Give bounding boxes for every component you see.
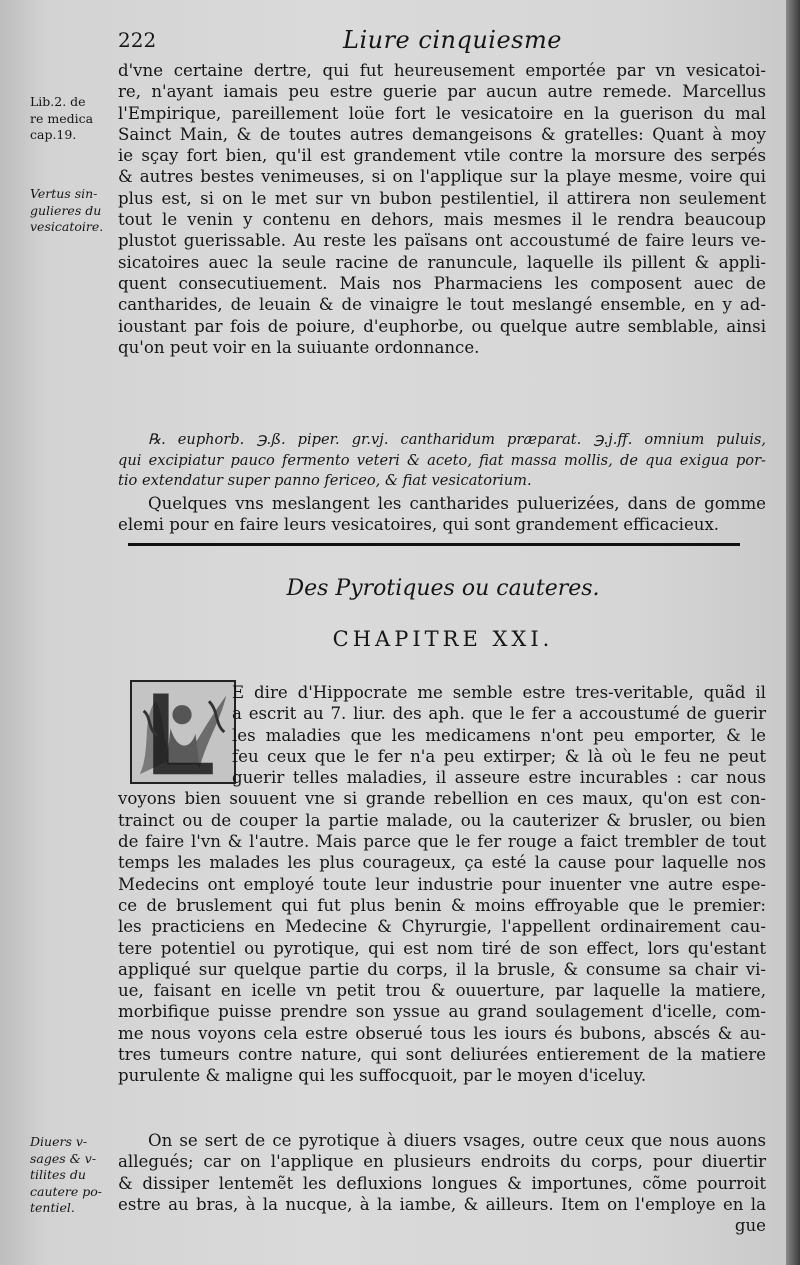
margin-note-line: Vertus sin- [30, 186, 98, 201]
text-line: plustot guerissable. Au reste les païsans ont accoustumé de faire leurs ve- [118, 231, 766, 251]
chapter-title: CHAPITRE XXI. [332, 627, 554, 651]
text-line: plus est, si on le met sur vn bubon pestilentiel, il attirera non seulement [118, 188, 766, 208]
text-line: trainct ou de couper la partie malade, ou la cauterizer & brusler, ou bien [118, 810, 766, 830]
text-line: d'vne certaine dertre, qui fut heureusement emportée par vn vesicatoi- [118, 61, 766, 80]
margin-note-reference [30, 94, 114, 144]
text-line: purulente & maligne qui les suffocquoit, par le moyen d'iceluy. [118, 1066, 647, 1086]
margin-note-line: Diuers v- [30, 1134, 88, 1149]
formula-line: ℞. euphorb. ℈.ß. piper. gr.vj. cantharidum præparat. ℈.j.ff. omnium puluis, [148, 431, 766, 448]
text-line: Medecins ont employé toute leur industrie pour inuenter vne autre espe- [118, 874, 766, 894]
margin-note-line: gulieres du [30, 202, 102, 218]
running-head [118, 28, 768, 62]
formula-line: tio extendatur super panno fericeo, & fiat vesicatorium. [118, 472, 532, 489]
text-line: & autres bestes venimeuses, si on l'applique sur la playe mesme, voire qui [118, 167, 766, 187]
paragraph-vesicatoires [118, 60, 766, 358]
text-line: elemi pour en faire leurs vesicatoires, qui sont grandement efficacieux. [118, 515, 720, 535]
running-title: Liure cinquiesme [343, 26, 562, 54]
margin-note-line: re medica [30, 110, 94, 126]
text-line: les practiciens en Medecine & Chyrurgie, l'appellent ordinairement cau- [118, 917, 766, 937]
text-line: allegués; car on l'applique en plusieurs endroits du corps, pour diuertir [118, 1152, 766, 1172]
text-line: ioustant par fois de poiure, d'euphorbe, ou quelque autre semblable, ainsi [118, 316, 766, 336]
text-line: E dire d'Hippocrate me semble estre tres-veritable, quãd il [232, 683, 766, 702]
text-line: l'Empirique, pareillement loüe fort le vesicatoire en la guerison du mal [118, 103, 766, 123]
text-line: ue, faisant en icelle vn petit trou & ouuerture, par laquelle la matiere, [118, 981, 766, 1001]
text-line: appliqué sur quelque partie du corps, il la brusle, & consume sa chair vi- [118, 959, 766, 979]
text-line: & dissiper lentemẽt les defluxions longues & importunes, cõme pourroit [118, 1173, 766, 1193]
text-line: ie sçay fort bien, qu'il est grandement vtile contre la morsure des serpés [118, 146, 766, 166]
text-line: tres tumeurs contre nature, qui sont deliurées entierement de la matiere [118, 1045, 766, 1065]
section-divider [128, 543, 740, 546]
margin-note-line: vesicatoire. [30, 219, 104, 234]
recipe-formula [118, 430, 766, 492]
margin-note-vertus [30, 186, 114, 236]
margin-note-line: tentiel. [30, 1200, 75, 1215]
text-line: estre au bras, à la nucque, à la iambe, & ailleurs. Item on l'employe en la [118, 1194, 766, 1214]
text-line: morbifique puisse prendre son yssue au grand soulagement d'icelle, com- [118, 1002, 766, 1022]
text-line: guerir telles maladies, il asseure estre incurables : car nous [232, 768, 766, 788]
text-line: me nous voyons cela estre obserué tous les iours és bubons, abscés & au- [118, 1023, 766, 1043]
section-heading: Des Pyrotiques ou cauteres. [286, 576, 600, 601]
margin-note-line: cap.19. [30, 127, 77, 142]
text-line: a escrit au 7. liur. des aph. que le fer a accoustumé de guerir [232, 704, 766, 724]
margin-note-line: cautere po- [30, 1183, 103, 1199]
text-line: temps les malades les plus courageux, ça esté la cause pour laquelle nos [118, 853, 766, 873]
text-line: re, n'ayant iamais peu estre guerie par aucun autre remede. Marcellus [118, 82, 766, 102]
text-line: Sainct Main, & de toutes autres demangeisons & gratelles: Quant à moy [118, 124, 766, 144]
text-line: voyons bien souuent vne si grande rebellion en ces maux, qu'on est con- [118, 789, 766, 809]
margin-note-line: sages & v- [30, 1150, 97, 1166]
text-line: qu'on peut voir en la suiuante ordonnance. [118, 337, 480, 357]
text-line: ce de bruslement qui fut plus benin & moins effroyable que le premier: [118, 895, 766, 915]
margin-note-line: tilites du [30, 1167, 86, 1182]
text-line: tere potentiel ou pyrotique, qui est nom tiré de son effect, lors qu'estant [118, 938, 766, 958]
text-line: de faire l'vn & l'autre. Mais parce que le fer rouge a faict trembler de tout [118, 832, 766, 852]
catchword: gue [734, 1216, 766, 1236]
text-line: On se sert de ce pyrotique à diuers vsages, outre ceux que nous auons [148, 1131, 766, 1150]
paragraph-hippocrate [118, 682, 766, 1087]
formula-line: qui excipiatur pauco fermento veteri & aceto, fiat massa mollis, de qua exigua por- [118, 451, 766, 469]
text-line: quent consecutiuement. Mais nos Pharmaciens les composent auec de [118, 273, 766, 293]
text-line: sicatoires auec la seule racine de ranuncule, laquelle ils pillent & appli- [118, 252, 766, 272]
text-line: les maladies que les medicamens n'ont peu emporter, & le [232, 725, 766, 745]
page-edge-shadow [786, 0, 800, 1265]
text-line: feu ceux que le fer n'a peu extirper; & là où le feu ne peut [232, 746, 766, 766]
margin-note-line: Lib.2. de [30, 94, 86, 109]
paragraph-diuers-vsages [118, 1130, 766, 1236]
page-number: 222 [118, 28, 157, 52]
text-line: tout le venin y contenu en dehors, mais mesmes il le rendra beaucoup [118, 210, 766, 230]
text-line: Quelques vns meslangent les cantharides puluerizées, dans de gomme [148, 494, 766, 513]
paragraph-elemi [118, 493, 766, 536]
text-line: cantharides, de leuain & de vinaigre le tout meslangé ensemble, en y ad- [118, 295, 766, 315]
margin-note-diuers [30, 1134, 114, 1217]
